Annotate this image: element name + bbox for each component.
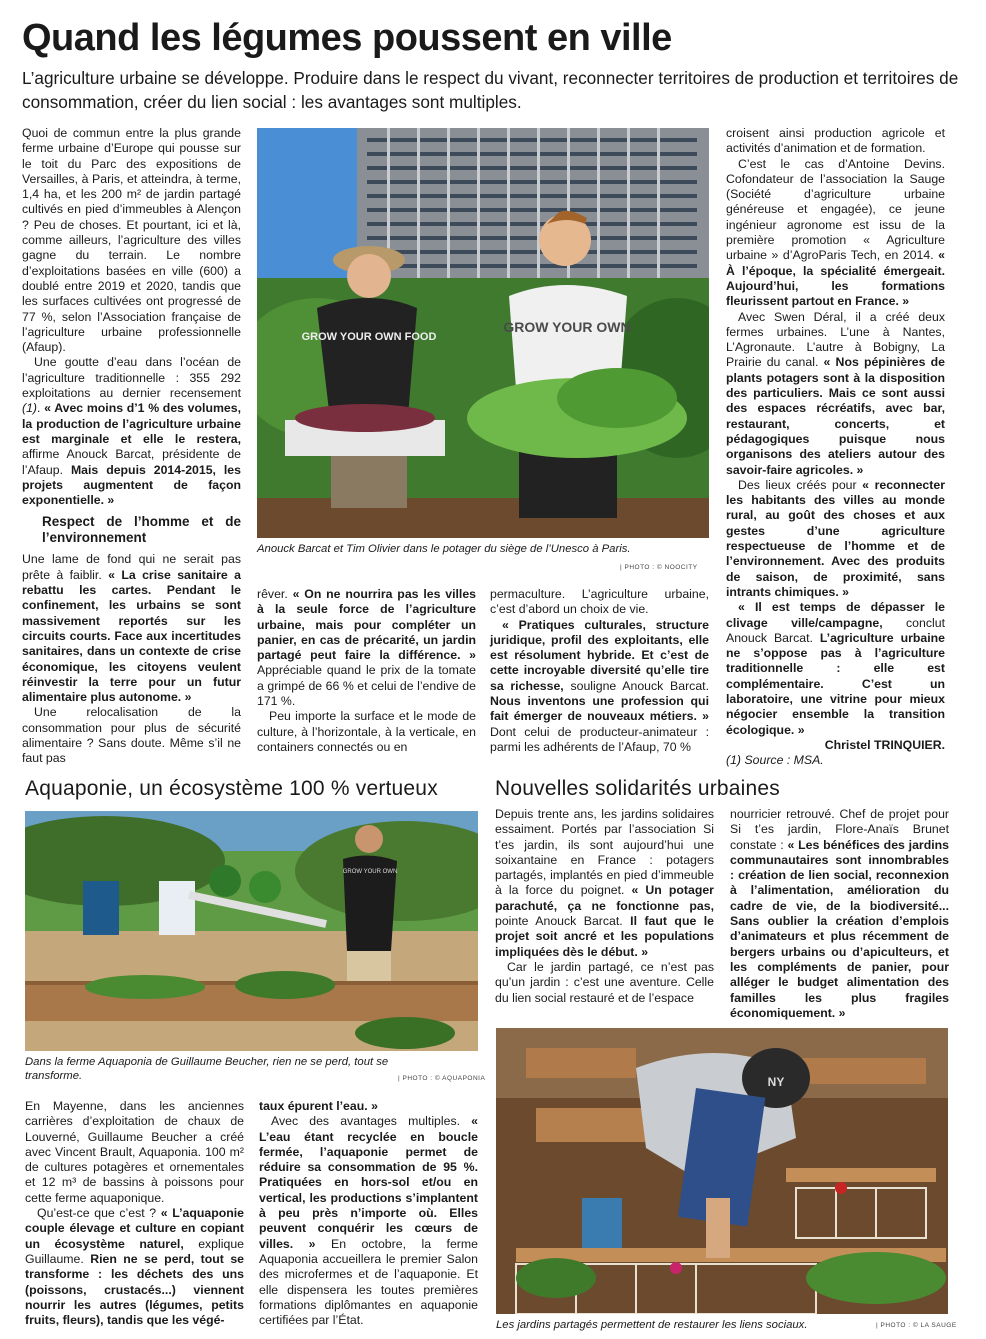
text: Des lieux créés pour [738, 477, 863, 492]
main-col-3 [490, 587, 709, 755]
tshirt-text-right: GROW YOUR OWN [503, 319, 631, 335]
quote: « La crise sanitaire a rebattu les cartes. Pendant le confinement, les urbains se sont massivement reportés sur les circuits courts. Face aux incertitudes sanitaires, dans un contexte de crise économique, les citoyens veulent réinvestir la terre pour un futur alimentaire plus autonome. » [22, 567, 241, 705]
solidarites-credit: | PHOTO : © LA SAUGE [876, 1322, 957, 1329]
aquaponie-caption: Dans la ferme Aquaponia de Guillaume Beucher, rien ne se perd, tout se transforme. [25, 1056, 389, 1082]
aquaponie-col-2 [259, 1099, 478, 1328]
main-col-1 [22, 126, 241, 767]
quote: taux épurent l’eau. » [259, 1099, 378, 1113]
text: conclut Anouck Barcat. [726, 615, 945, 645]
paragraph: Quoi de commun entre la plus grande ferme urbaine d’Europe qui pousse sur le toit du Parc des expositions de Versailles, à Paris, et atteindra, à terme, 1,4 ha, et les 200 m² de jardin partagé cultivés en pied d’immeubles à Alençon ? Peu de choses. Et pourtant, ici et là, comme ailleurs, l’agriculture des villes gagne du terrain. Le nombre d’exploitations basées en ville (600) a doublé entre 2019 et 2020, tandis que les surfaces cultivées ont progressé de 77 %, selon l’Association française de l’agriculture urbaine professionnelle (Afaup). [22, 126, 241, 355]
quote: Rien ne se perd, tout se transforme : les déchets des uns (poissons, crustacés...) viennent nourrir les autres (légumes, petits fruits, fleurs), tandis que les végé- [25, 1251, 244, 1328]
main-photo [257, 128, 709, 538]
paragraph [726, 157, 945, 310]
paragraph: permaculture. L’agriculture urbaine, c’est d’abord un choix de vie. [490, 587, 709, 617]
paragraph [257, 587, 476, 709]
text: souligne Anouck Barcat. [563, 678, 709, 693]
photo-gardeners-unesco [257, 128, 709, 538]
text: rêver. [257, 587, 293, 601]
text: Qu’est-ce que c’est ? [37, 1206, 161, 1221]
cap-logo: NY [767, 1075, 785, 1089]
footnote-ref: (1) [22, 401, 38, 416]
text: C’est le cas d’Antoine Devins. Cofondateur de l’association la Sauge (Société d’agriculture urbaine généreuse et engagée), ce jeune ingénieur agronome est issu de la première promotion « Agriculture urbaine » d’AgroParis Tech, en 2014. [726, 156, 945, 263]
quote: « L’eau étant recyclée en boucle fermée, l’aquaponie permet de réduire sa consommation de 95 %. Pratiquées en hors-sol et/ou en vertical, les productions s’implantent à peu près n’importe où. Elles peuvent conquérir les cœurs de villes. » [259, 1114, 478, 1251]
paragraph [490, 618, 709, 756]
text: nourricier retrouvé. Chef de projet pour Si t’es jardin, Flore-Anaïs Brunet constate : [730, 807, 949, 852]
quote: « reconnecter les habitants des villes au monde rural, au goût des choses et aux gestes d’une agriculture respectueuse de l’homme et de l’environnement. Avec des produits de saison, de proximité, sans intrants chimiques. » [726, 477, 945, 599]
text: explique Guillaume. [25, 1236, 244, 1266]
paragraph [495, 807, 714, 960]
solidarites-col-2 [730, 807, 949, 1021]
main-col-4 [726, 126, 945, 768]
main-photo-credit: | PHOTO : © NOOCITY [620, 564, 698, 571]
paragraph [22, 355, 241, 508]
paragraph: croisent ainsi production agricole et activités d’animation et de formation. [726, 126, 945, 156]
text: (1) Source : MSA. [726, 753, 824, 768]
quote: « Les bénéfices des jardins communautaires sont innombrables : création de lien social, reconnexion à l’alimentation, amélioration du cadre de vie, de la biodiversité... Sans oublier la création d’emplois d’animateurs et plus récemment de bergers urbains ou d’apiculteurs, et les compléments de panier, pour alléger le budget alimentation des familles les plus fragiles économiquement. » [730, 837, 949, 1020]
quote: Il faut que le projet soit ancré et les populations impliquées dès le début. » [495, 914, 714, 959]
headline: Quand les légumes poussent en ville [22, 17, 672, 59]
aquaponie-credit: | PHOTO : © AQUAPONIA [398, 1075, 486, 1082]
paragraph [726, 310, 945, 478]
quote: « Avec moins d’1 % des volumes, la production de l’agriculture urbaine est marginale et elle le restera, [22, 401, 241, 446]
paragraph [726, 600, 945, 738]
tshirt-text-left: GROW YOUR OWN FOOD [301, 331, 437, 343]
text: Depuis trente ans, les jardins solidaires essaiment. Portés par l’association Si t’es jardin, ils sont aujourd’hui une soixantaine en France : potagers partagés, implantés en pied d’immeuble à la force du poignet. [495, 807, 714, 898]
chapo: L’agriculture urbaine se développe. Produire dans le respect du vivant, reconnecter territoires de production et territoires de consommation, créer du lien social : les avantages sont multiples. [22, 68, 959, 112]
main-photo-caption: Anouck Barcat et Tim Olivier dans le potager du siège de l’Unesco à Paris. [257, 543, 631, 555]
signature: Christel TRINQUIER. [824, 737, 945, 752]
solidarites-photo [496, 1028, 948, 1314]
photo-shared-garden [496, 1028, 948, 1314]
paragraph [259, 1114, 478, 1328]
text: Une lame de fond qui ne serait pas prête à faiblir. [22, 552, 241, 582]
paragraph: Peu importe la surface et le mode de culture, à l’horizontale, à la verticale, en containers connectés ou en [257, 709, 476, 754]
text: Appréciable quand le prix de la tomate a grimpé de 66 % et celui de l’endive de 171 %. [257, 663, 476, 709]
text: Avec des avantages multiples. [271, 1114, 472, 1129]
paragraph: Une relocalisation de la consommation pour plus de sécurité alimentaire ? Sans doute. Même s’il ne faut pas [22, 705, 241, 766]
paragraph [259, 1099, 478, 1114]
solidarites-caption: Les jardins partagés permettent de restaurer les liens sociaux. [496, 1319, 808, 1331]
paragraph: En Mayenne, dans les anciennes carrières d’exploitation de chaux de Louverné, Guillaume Beucher a créé avec Vincent Brault, Aquaponia. 100 m² de cultures potagères et ornementales et 12 m³ de bassins à poissons pour cette ferme aquaponique. [25, 1099, 244, 1205]
quote: « Nos pépinières de plants potagers sont à la disposition des particuliers. Mais ce sont aussi des espaces récréatifs, avec bar, restaurant, concerts, et pédagogiques puisque nous organisons des ateliers autour des savoir-faire agricoles. » [726, 355, 945, 477]
paragraph: Car le jardin partagé, ce n’est pas qu’un jardin : c’est une aventure. Celle du lien social restauré et de l’espace [495, 959, 714, 1005]
text: . [37, 401, 45, 416]
aquaponie-col-1 [25, 1099, 244, 1328]
quote: « Un potager parachuté, ça ne fonctionne pas, [495, 883, 714, 913]
solidarites-col-1 [495, 807, 714, 1006]
solidarites-heading: Nouvelles solidarités urbaines [495, 777, 780, 800]
text: Dont celui de producteur-animateur : parmi les adhérents de l’Afaup, 70 % [490, 724, 709, 754]
quote: « Pratiques culturales, structure juridique, profil des exploitants, elle est résolument hybride. Et c’est de cette incroyable diversité qu’elle tire sa richesse, [490, 617, 709, 693]
text: affirme Anouck Barcat, présidente de l’Afaup. [22, 447, 241, 477]
aquaponie-photo [25, 811, 478, 1051]
quote: « À l’époque, la spécialité émergeait. Aujourd’hui, les formations fleurissent partout en France. » [726, 248, 945, 309]
main-col-2 [257, 587, 476, 755]
paragraph [730, 807, 949, 1021]
quote: « Il est temps de dépasser le clivage ville/campagne, [726, 600, 945, 630]
text: En octobre, la ferme Aquaponia accueillera le premier Salon des microfermes et de l’aquaponie. Et elle dispensera les toutes premières formations diplômantes en aquaponie certifiées par l’État. [259, 1236, 478, 1328]
text: Avec Swen Déral, il a créé deux fermes urbaines. L’une à Nantes, L’Agronaute. L’autre à Bobigny, La Prairie du canal. [726, 309, 945, 370]
subheading: Respect de l’homme et de l’environnement [42, 514, 241, 546]
text: pointe Anouck Barcat. [495, 914, 631, 929]
quote: « L’aquaponie couple élevage et culture en copiant un écosystème naturel, [25, 1206, 244, 1251]
footnote-source [726, 753, 945, 768]
tshirt-text: GROW YOUR OWN [342, 869, 398, 875]
aquaponie-heading: Aquaponie, un écosystème 100 % vertueux [25, 777, 438, 800]
paragraph [726, 478, 945, 600]
text: Une goutte d’eau dans l’océan de l’agriculture traditionnelle : 355 292 exploitations au dernier recensement [22, 355, 241, 401]
paragraph [22, 552, 241, 705]
quote: Mais depuis 2014-2015, les projets augmentent de façon exponentielle. » [22, 462, 241, 508]
quote: Nous inventons une profession qui fait émerger de nouveaux métiers. » [490, 694, 709, 724]
photo-aquaponia-farm [25, 811, 478, 1051]
quote: « On ne nourrira pas les villes à la seule force de l’agriculture urbaine, mais pour compléter un panier, en cas de précarité, un jardin partagé peut faire la différence. » [257, 587, 477, 663]
quote: L’agriculture urbaine ne s’oppose pas à l’agriculture traditionnelle : elle est complémentaire. C’est un laboratoire, une vitrine pour mieux négocier ensemble la transition écologique. » [726, 630, 945, 737]
paragraph [25, 1206, 244, 1328]
